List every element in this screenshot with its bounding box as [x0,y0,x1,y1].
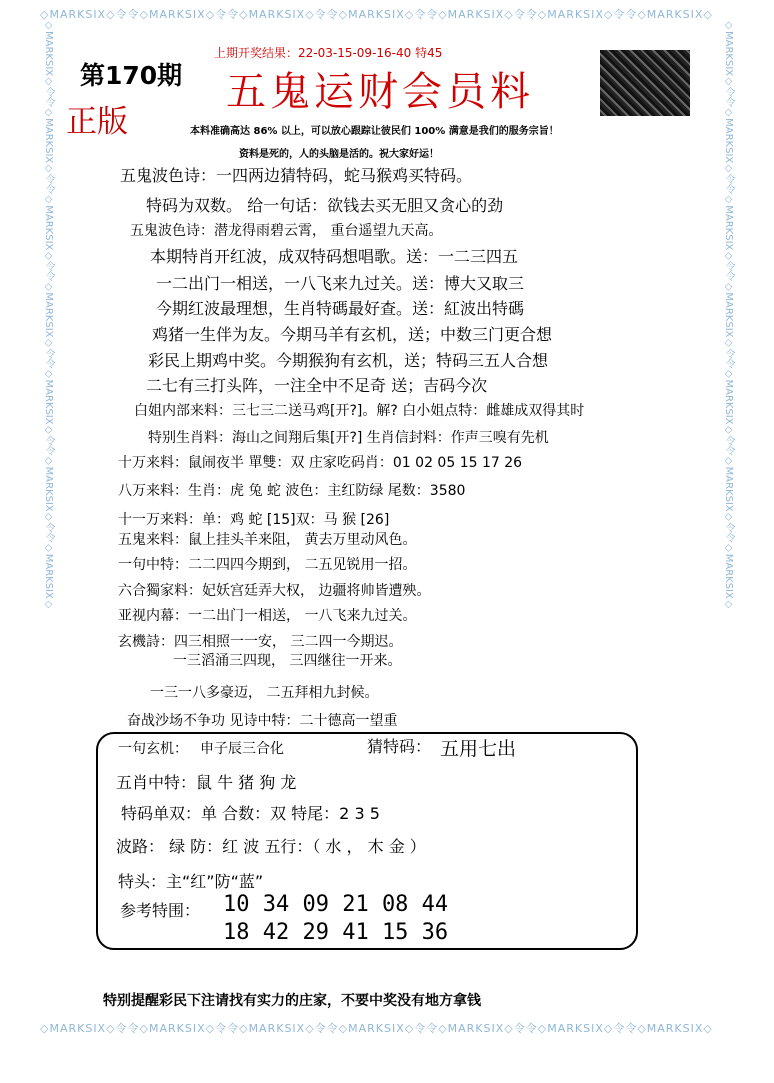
watermark-top: ◇MARKSIX◇令令◇MARKSIX◇令令◇MARKSIX◇令令◇MARKSIX◇令令◇MARKSIX◇令令◇MARKSIX◇令令◇MARKSIX◇ [40,8,713,21]
riddle-value: 申子辰三合化 [200,741,284,757]
content-line: 奋战沙场不争功 见诗中特：二十德高一望重 [127,713,398,729]
five-zodiac-picks: 五肖中特：鼠 牛 猪 狗 龙 [116,773,297,792]
issue-number: 第170期 [80,61,183,90]
footer-notice: 特别提醒彩民下注请找有实力的庄家，不要中奖没有地方拿钱 [103,993,481,1009]
content-line: 一句中特：二二四四今期到， 二五见锐用一招。 [118,557,417,573]
qr-code-image [600,50,690,116]
content-line: 本期特肖开红波，成双特码想唱歌。送：一二三四五 [150,247,519,266]
guess-label: 猜特码： [367,737,432,756]
guess-value: 五用七出 [440,738,517,760]
content-line: 五鬼波色诗：潜龙得雨碧云霄， 重台遥望九天高。 [130,223,443,239]
content-line: 特别生肖料：海山之间翔后集[开?] 生肖信封料：作声三嗅有先机 [148,430,549,446]
content-line: 玄機詩：四三相照一一安， 三二四一今期迟。 [118,634,403,650]
head-picks: 特头：主“红”防“蓝” [118,872,264,891]
watermark-bottom: ◇MARKSIX◇令令◇MARKSIX◇令令◇MARKSIX◇令令◇MARKSIX◇令令◇MARKSIX◇令令◇MARKSIX◇令令◇MARKSIX◇ [40,1022,713,1035]
odd-even-picks: 特码单双：单 合数：双 特尾：2 3 5 [121,804,380,823]
content-line: 八万来料：生肖：虎 兔 蛇 波色：主红防绿 尾数：3580 [118,483,466,499]
accuracy-statement: 本料准确高达 86% 以上，可以放心跟踪让彼民们 100% 满意是我们的服务宗旨！ [190,126,559,137]
reference-numbers-row: 10 34 09 21 08 44 [223,892,449,917]
content-line: 亚视内幕：一二出门一相送， 一八飞来九过关。 [118,608,417,624]
content-line: 一三一八多豪迈， 二五拜相九封候。 [150,685,379,701]
content-line: 今期红波最理想，生肖特碼最好查。送：紅波出特碼 [156,299,525,318]
content-line: 十万来料：鼠闹夜半 單雙：双 庄家吃码肖：01 02 05 15 17 26 [118,455,523,471]
riddle-label: 一句玄机： [118,741,188,757]
watermark-left: ◇MARKSIX◇令令◇MARKSIX◇令令◇MARKSIX◇令令◇MARKSIX◇令令◇MARKSIX◇令令◇MARKSIX◇令令◇MARKSIX◇ [43,20,54,610]
watermark-right: ◇MARKSIX◇令令◇MARKSIX◇令令◇MARKSIX◇令令◇MARKSIX◇令令◇MARKSIX◇令令◇MARKSIX◇令令◇MARKSIX◇ [723,20,734,610]
content-line: 五鬼波色诗：一四两边猜特码，蛇马猴鸡买特码。 [120,166,473,185]
content-line: 十一万来料：单：鸡 蛇 [15]双：马 猴 [26] [118,512,390,528]
content-line: 彩民上期鸡中奖。今期猴狗有玄机，送；特码三五人合想 [148,351,549,370]
page-title: 五鬼运财会员料 [226,69,534,115]
content-line: 一二出门一相送，一八飞来九过关。送：博大又取三 [156,274,525,293]
reference-numbers-label: 参考特围： [120,901,201,920]
content-line: 鸡猪一生伴为友。今期马羊有玄机，送；中数三门更合想 [152,325,553,344]
edition-label: 正版 [66,104,128,140]
content-line: 五鬼来料：鼠上挂头羊来阻， 黄去万里动风色。 [118,532,417,548]
content-line: 六合獨家料：妃妖宫廷弄大权， 边疆将帅皆遭殃。 [118,583,431,599]
last-draw-result: 上期开奖结果：22-03-15-09-16-40 特45 [214,46,443,60]
content-line: 二七有三打头阵，一注全中不足奇 送；吉码今次 [146,376,488,395]
reference-numbers-row: 18 42 29 41 15 36 [223,920,449,945]
content-line: 一三滔涌三四现， 三四继往一开来。 [173,653,402,669]
wave-element-picks: 波路： 绿 防：红 波 五行：（ 水 ， 木 金 ） [116,837,426,856]
content-line: 特码为双数。 给一句话：欲钱去买无胆又贪心的劲 [146,196,504,215]
slogan: 资料是死的，人的头脑是活的。祝大家好运！ [239,149,439,160]
content-line: 白姐内部来料：三七三二送马鸡[开?]。解? 白小姐点特：雌雄成双得其时 [134,403,585,419]
